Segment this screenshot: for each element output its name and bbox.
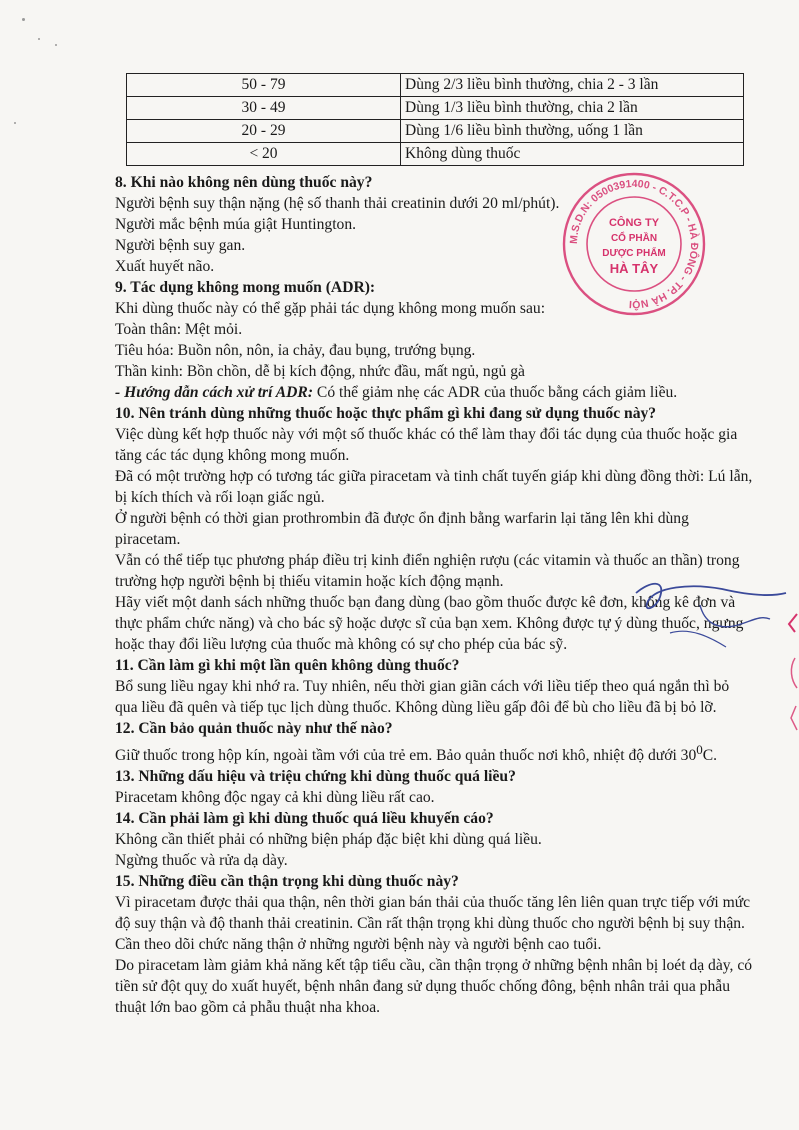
section-missed-dose [115,655,755,718]
dose-cell: Dùng 1/6 liều bình thường, uống 1 lần [401,120,744,143]
table-row [127,120,744,143]
clearance-cell: 30 - 49 [127,97,401,120]
section-precautions [115,871,755,1018]
storage-text: Giữ thuốc trong hộp kín, ngoài tầm với của trẻ em. Bảo quản thuốc nơi khô, nhiệt độ dưới 30 [115,747,697,765]
seal-line: CỔ PHẦN [610,233,658,244]
clearance-cell: 20 - 29 [127,120,401,143]
seal-line: DƯỢC PHẨM [602,248,666,259]
degree-superscript: 0 [696,742,703,757]
text-line: Khi dùng thuốc này có thể gặp phải tác dụng không mong muốn sau: [115,300,546,317]
table-row [127,74,744,97]
paragraph: Hãy viết một danh sách những thuốc bạn đang dùng (bao gồm thuốc được kê đơn, không kê đơn và thực phẩm chức năng) và cho bác sỹ hoặc dược sĩ của bạn xem. Không được tự ý dùng thuốc, ngưng hoặc thay đổi liều lượng của thuốc mà không có sự cho phép của bác sỹ. [115,594,744,653]
dose-cell: Không dùng thuốc [401,143,744,166]
text-line: Tiêu hóa: Buồn nôn, nôn, ỉa chảy, đau bụng, trướng bụng. [115,342,476,359]
storage-unit: C. [702,747,718,765]
paragraph: Vẫn có thể tiếp tục phương pháp điều trị kinh điển nghiện rượu (các vitamin và thuốc an thần) trong trường hợp người bệnh bị thiếu vitamin hoặc kích động mạnh. [115,552,740,590]
section-heading: 14. Cần phải làm gì khi dùng thuốc quá liều khuyến cáo? [115,810,494,828]
text-line: Không cần thiết phải có những biện pháp đặc biệt khi dùng quá liều. [115,831,542,849]
table-row [127,97,744,120]
text-line: Người bệnh suy gan. [115,237,246,254]
paragraph: Đã có một trường hợp có tương tác giữa piracetam và tinh chất tuyến giáp khi dùng đồng thời: Lú lẫn, bị kích thích và rối loạn giấc ngủ. [115,468,753,506]
section-storage [115,718,755,766]
paragraph: Piracetam không độc ngay cả khi dùng liều rất cao. [115,789,435,807]
adr-guidance-text: Có thể giảm nhẹ các ADR của thuốc bằng cách giảm liều. [313,384,678,401]
section-heading: 10. Nên tránh dùng những thuốc hoặc thực phẩm gì khi đang sử dụng thuốc này? [115,405,657,422]
section-overdose-management [115,808,755,871]
dosage-table [126,73,744,166]
seal-edge-mark [781,610,799,740]
paragraph [115,739,755,766]
seal-ring-text: M.S.D.N: 0500391400 - C.T.C.P - HÀ ĐÔNG - TP. HÀ NỘI [567,177,701,311]
section-heading: 11. Cần làm gì khi một lần quên không dùng thuốc? [115,657,460,674]
clearance-cell: 50 - 79 [127,74,401,97]
text-line: Xuất huyết não. [115,258,215,275]
adr-guidance [115,382,755,403]
seal-line: HÀ TÂY [609,261,659,276]
paragraph: Vì piracetam được thải qua thận, nên thời gian bán thải của thuốc tăng lên liên quan trực tiếp với mức độ suy thận và độ thanh thải creatinin. Cần rất thận trọng khi dùng thuốc cho người bệnh bị suy thận. Cần theo dõi chức năng thận ở những người bệnh này và người bệnh cao tuổi. [115,894,751,954]
dose-cell: Dùng 2/3 liều bình thường, chia 2 - 3 lần [401,74,744,97]
paragraph: Bổ sung liều ngay khi nhớ ra. Tuy nhiên, nếu thời gian giãn cách với liều tiếp theo quá ngắn thì bỏ qua liều đã quên và tiếp tục lịch dùng thuốc. Không dùng liều gấp đôi để bù cho liều đã bị bỏ lỡ. [115,678,730,716]
section-heading: 8. Khi nào không nên dùng thuốc này? [115,174,373,191]
section-heading: 15. Những điều cần thận trọng khi dùng thuốc này? [115,873,459,891]
paragraph: Ở người bệnh có thời gian prothrombin đã được ổn định bằng warfarin lại tăng lên khi dùng piracetam. [115,510,689,548]
section-heading: 9. Tác dụng không mong muốn (ADR): [115,279,376,296]
handwritten-signature [630,575,790,655]
text-line: Người mắc bệnh múa giật Huntington. [115,216,357,233]
company-seal-stamp [560,170,708,318]
section-overdose-signs [115,766,755,808]
paragraph: Do piracetam làm giảm khả năng kết tập tiểu cầu, cần thận trọng ở những bệnh nhân bị loét dạ dày, có tiền sử đột quỵ do xuất huyết, bệnh nhân đang sử dụng thuốc chống đông, bệnh nhân trải qua phẫu thuật lớn bao gồm cả phẫu thuật nha khoa. [115,957,753,1017]
section-heading: 13. Những dấu hiệu và triệu chứng khi dùng thuốc quá liều? [115,768,516,786]
text-line: Người bệnh suy thận nặng (hệ số thanh thải creatinin dưới 20 ml/phút). [115,195,560,212]
text-line: Toàn thân: Mệt mỏi. [115,321,243,338]
section-heading: 12. Cần bảo quản thuốc này như thế nào? [115,720,393,737]
dose-cell: Dùng 1/3 liều bình thường, chia 2 lần [401,97,744,120]
paragraph: Việc dùng kết hợp thuốc này với một số thuốc khác có thể làm thay đổi tác dụng của thuốc hoặc gia tăng các tác dụng không mong muốn. [115,426,738,464]
text-line: Ngừng thuốc và rửa dạ dày. [115,852,288,870]
table-row [127,143,744,166]
clearance-cell: < 20 [127,143,401,166]
text-line: Thần kinh: Bồn chồn, dễ bị kích động, nhức đầu, mất ngủ, ngủ gà [115,363,525,380]
adr-guidance-label: - Hướng dẫn cách xử trí ADR: [115,384,314,401]
seal-line: CÔNG TY [608,217,660,229]
